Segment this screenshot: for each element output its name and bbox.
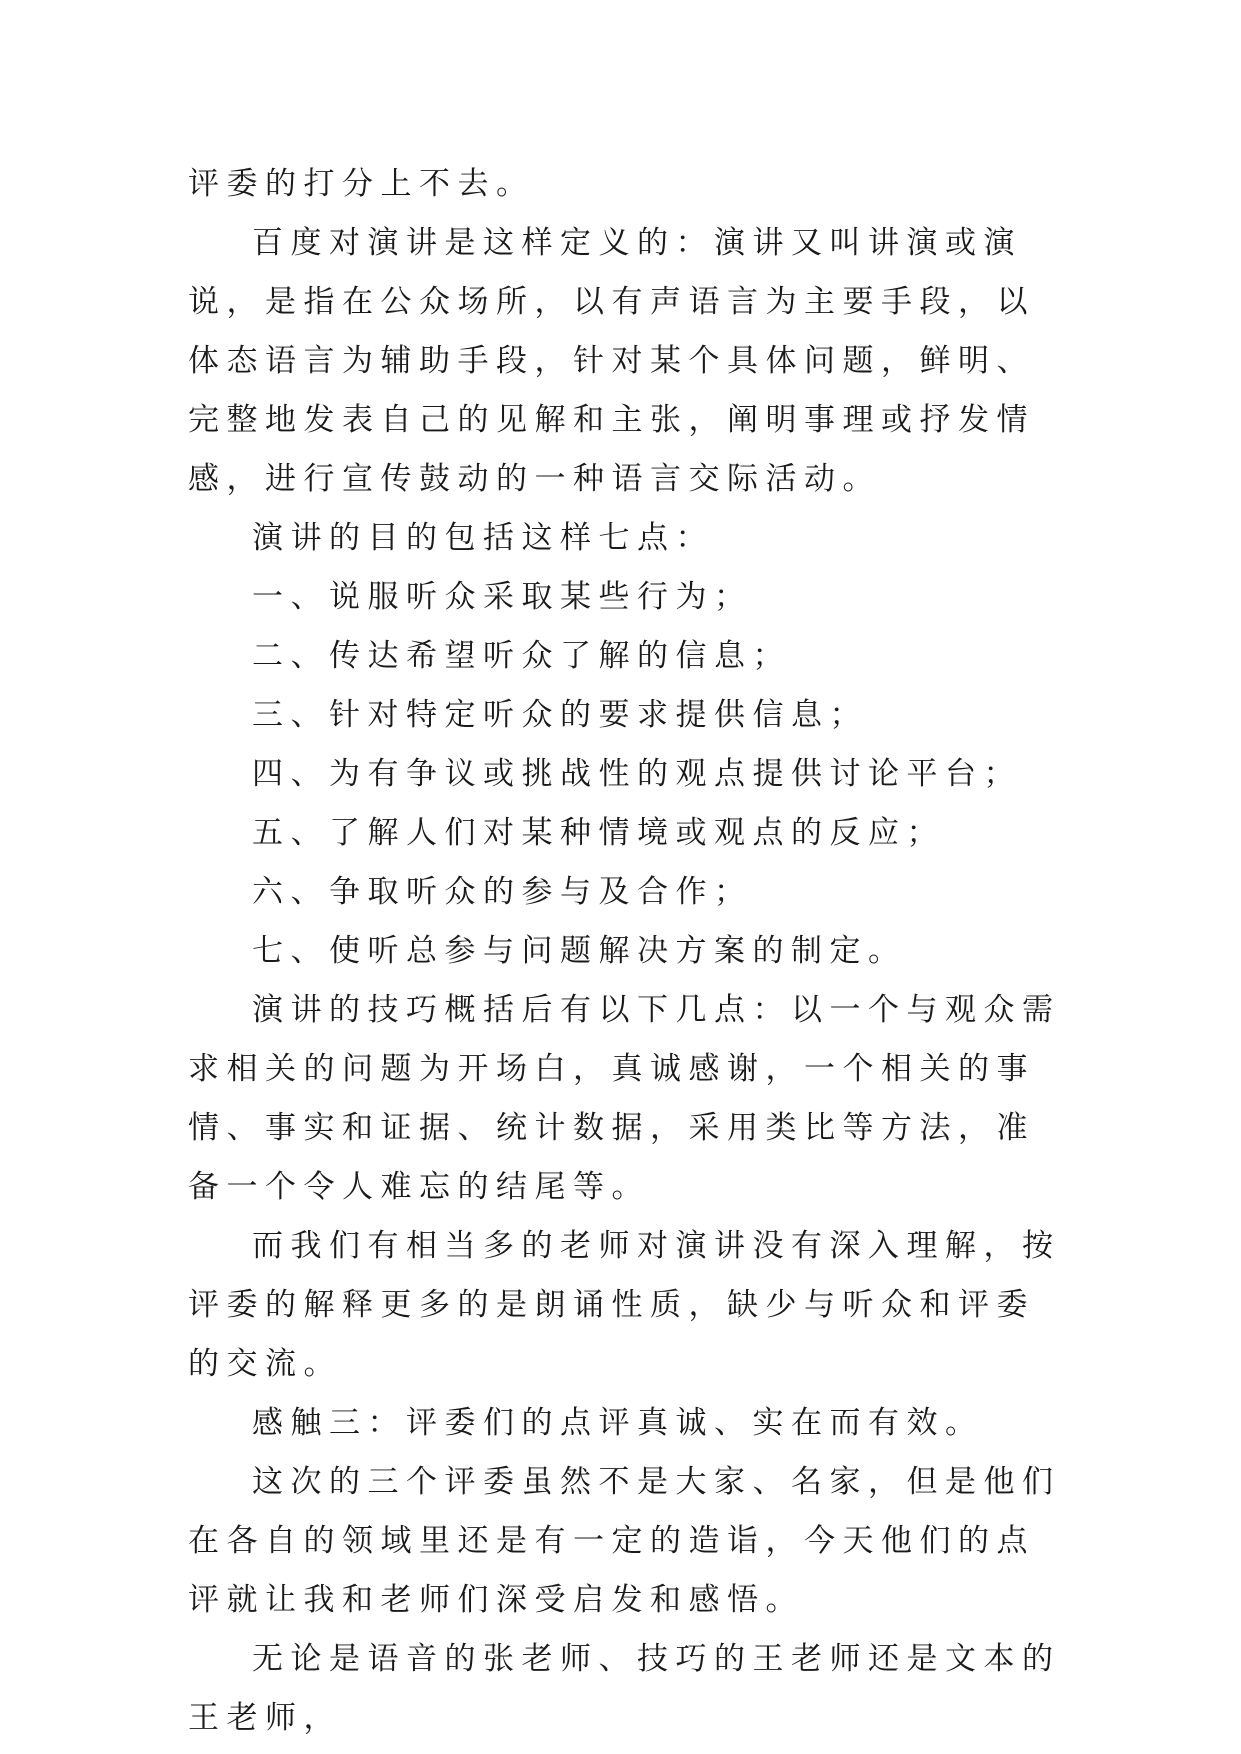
paragraph: 而我们有相当多的老师对演讲没有深入理解，按评委的解释更多的是朗诵性质，缺少与听众和评委的交流。	[188, 1228, 1061, 1382]
list-item: 七、使听总参与问题解决方案的制定。	[252, 933, 907, 969]
paragraph: 评委的打分上不去。	[188, 166, 535, 202]
list-item: 一、说服听众采取某些行为；	[252, 579, 753, 615]
document-body	[188, 155, 1068, 1748]
list-item: 三、针对特定听众的要求提供信息；	[252, 697, 868, 733]
list-item: 二、传达希望听众了解的信息；	[252, 638, 791, 674]
list-item: 六、争取听众的参与及合作；	[252, 874, 753, 910]
paragraph: 感触三：评委们的点评真诚、实在而有效。	[252, 1405, 984, 1441]
list-item: 四、为有争议或挑战性的观点提供讨论平台；	[252, 756, 1022, 792]
paragraph: 演讲的目的包括这样七点：	[252, 520, 714, 556]
paragraph: 百度对演讲是这样定义的：演讲又叫讲演或演说，是指在公众场所，以有声语言为主要手段，以体态语言为辅助手段，针对某个具体问题，鲜明、完整地发表自己的见解和主张，阐明事理或抒发情感，进行宣传鼓动的一种语言交际活动。	[188, 225, 1035, 497]
list-item: 五、了解人们对某种情境或观点的反应；	[252, 815, 945, 851]
paragraph: 这次的三个评委虽然不是大家、名家，但是他们在各自的领域里还是有一定的造诣，今天他们的点评就让我和老师们深受启发和感悟。	[188, 1464, 1061, 1618]
paragraph: 无论是语音的张老师、技巧的王老师还是文本的王老师，	[188, 1641, 1061, 1736]
paragraph: 演讲的技巧概括后有以下几点：以一个与观众需求相关的问题为开场白，真诚感谢，一个相关的事情、事实和证据、统计数据，采用类比等方法，准备一个令人难忘的结尾等。	[188, 992, 1061, 1205]
